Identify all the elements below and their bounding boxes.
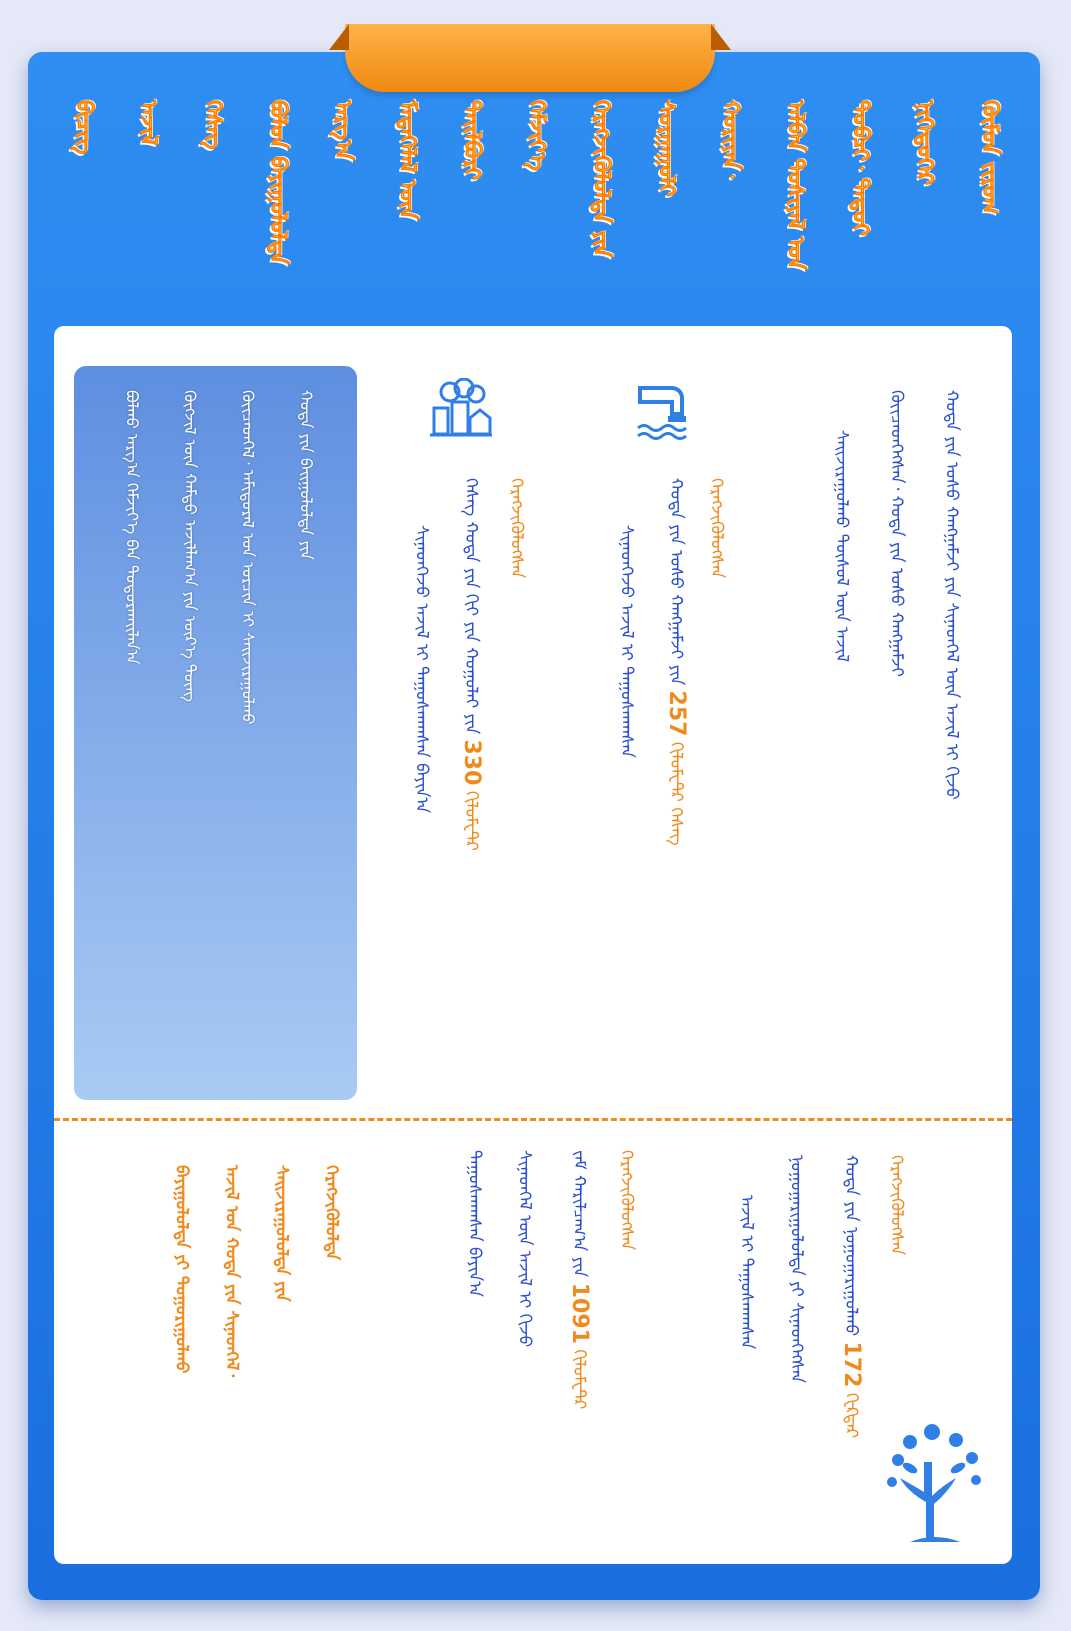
title-line: ᠲᠠᠢᠯᠪᠤᠷᠢ <box>459 100 485 181</box>
footer-line: ᠰᠠᠢᠵᠢᠷᠠᠭᠤᠯᠤᠯᠲᠠ ᠶᠢᠨ <box>271 1165 292 1302</box>
title-line: ᠪᠢᠴᠢᠭ <box>71 100 96 155</box>
title-line: ᠲᠣᠪᠴᠢ᠂ ᠲᠡᠳᠦᠶ <box>847 100 873 236</box>
road-line-3: ᠰᠢᠨᠡᠳᠬᠡᠯ ᠦᠨ ᠠᠵᠢᠯ ᠢ ᠬᠢᠵᠦ <box>514 1150 535 1348</box>
summary-line: ᠬᠣᠲᠠ ᠶᠢᠨ ᠪᠠᠢᠭᠤᠯᠤᠯᠲᠠ ᠶᠢᠨ <box>296 390 316 560</box>
summary-line: ᠬᠥᠭᠵᠢᠯ ᠦᠨ ᠬᠠᠮᠲᠤ ᠠᠵᠢᠯᠯᠠᠭ᠎ᠠ ᠶᠢᠨ ᠦᠷ᠎ᠡ ᠳᠦᠩ <box>180 390 200 702</box>
water-line-2-a: ᠬᠣᠲᠠ ᠶᠢᠨ ᠤᠰᠤ ᠬᠠᠩᠭᠠᠮᠵᠢ ᠶᠢᠨ <box>665 478 686 686</box>
water-pipe-icon <box>632 382 692 446</box>
title-line: ᠠᠷᠭ᠎ᠠ <box>329 100 355 161</box>
title-line: ᠬᠦᠮᠦᠨ ᠵᠢᠷᠤᠭ <box>976 100 1002 215</box>
gas-line-3: ᠰᠢᠨᠡᠳᠬᠡᠵᠦ ᠠᠵᠢᠯ ᠢ ᠳᠠᠭᠤᠰᠭᠠᠭᠰᠠᠨ ᠪᠠᠶᠢᠨ᠎ᠠ <box>411 525 432 814</box>
footer-line: ᠪᠠᠶᠢᠭᠤᠯᠤᠯᠲᠠ ᠶᠢ ᠲᠣᠭᠤᠷᠢᠭᠤᠯᠬᠤ <box>171 1165 192 1374</box>
title-line: ᠠᠵᠢᠯ <box>135 100 161 146</box>
road-line-2-b: ᠬᠢᠯᠣᠮᠧᠲᠷ <box>568 1349 589 1410</box>
gas-line-1: ᠬᠡᠷᠡᠭᠵᠢᠭᠦᠯᠦᠭᠰᠡᠨ <box>506 478 527 579</box>
road-line-1: ᠬᠡᠷᠡᠭᠵᠢᠭᠦᠯᠦᠭᠰᠡᠨ <box>616 1150 637 1251</box>
footer-line: ᠬᠡᠷᠡᠭᠵᠢᠭᠦᠯᠦᠯᠲᠡ <box>321 1165 342 1261</box>
gas-line-2-a: ᠬᠡᠰᠡᠭ ᠬᠣᠲᠠ ᠶᠢᠨ ᠬᠢᠶ ᠶᠢᠨ ᠬᠣᠭᠣᠯᠠᠢ ᠶᠢᠨ <box>460 478 481 735</box>
header-tab <box>345 24 715 92</box>
green-line-2-b: ᠭᠧᠺᠲᠠᠷ <box>840 1392 861 1439</box>
green-number: 172 <box>838 1341 864 1388</box>
footer-line: ᠠᠵᠢᠯ ᠤᠨ ᠬᠣᠲᠠ ᠶᠢᠨ ᠰᠢᠨᠡᠳᠬᠡᠯ᠂ <box>221 1165 242 1378</box>
title-line: ᠪᠣᠯᠤᠨ ᠪᠠᠶᠢᠭᠤᠯᠤᠯᠲᠠ <box>265 100 291 265</box>
gas-number: 330 <box>458 739 484 786</box>
water-intro-3: ᠰᠠᠢᠵᠢᠷᠠᠭᠤᠯᠬᠤ ᠲᠥᠰᠦᠯ ᠦᠨ ᠠᠵᠢᠯ <box>831 430 852 663</box>
green-line-3: ᠨᠣᠭᠣᠭᠠᠷᠢᠭᠤᠯᠤᠯᠲᠠ ᠶᠢ ᠰᠢᠨᠡᠳᠬᠡᠭᠰᠡᠨ <box>786 1155 807 1384</box>
water-line-3: ᠰᠢᠨᠡᠳᠬᠡᠵᠦ ᠠᠵᠢᠯ ᠢ ᠳᠠᠭᠤᠰᠭᠠᠭᠰᠠᠨ <box>616 525 637 758</box>
title-line: ᠬᠡᠷᠡᠭᠵᠢᠭᠦᠯᠦᠯᠲᠡ ᠶᠢᠨ <box>588 100 614 258</box>
road-line-4: ᠳᠠᠭᠤᠰᠭᠠᠭᠰᠠᠨ ᠪᠠᠶᠢᠨ᠎ᠠ <box>464 1150 485 1297</box>
gas-line-2-b: ᠬᠢᠯᠣᠮᠧᠲᠷ <box>460 790 481 851</box>
dashed-divider <box>54 1118 1012 1121</box>
tree-icon <box>880 1420 990 1549</box>
water-line-2 <box>655 478 697 1078</box>
title-line: ᠬᠣᠷᠢᠶᠠᠨ᠂ <box>718 100 744 179</box>
title-line: ᠬᠡᠮᠵᠢᠶ᠎ᠡ <box>523 100 549 171</box>
title-line: ᠮᠡᠳᠡᠭᠡᠯᠡᠯ ᠦᠨ <box>394 100 420 220</box>
water-line-1: ᠬᠡᠷᠡᠭᠵᠢᠭᠦᠯᠦᠭᠰᠡᠨ <box>706 478 727 579</box>
green-line-4: ᠠᠵᠢᠯ ᠢ ᠳᠠᠭᠤᠰᠭᠠᠭᠰᠠᠨ <box>736 1195 757 1350</box>
summary-line: ᠭᠦᠢᠴᠡᠳᠭᠡᠯ᠂ ᠠᠮᠢᠳᠤᠷᠠᠯ ᠤᠨ ᠣᠷᠴᠢᠨ ᠢ ᠰᠠᠢᠵᠢᠷᠠᠭᠤᠯᠬᠤ <box>238 390 258 725</box>
gas-line-2 <box>450 478 492 1078</box>
title-line: ᠠᠯᠪᠠᠨ ᠲᠤᠰᠢᠶᠠᠯ ᠤᠨ <box>782 100 808 270</box>
water-intro-2: ᠭᠦᠢᠴᠡᠳᠬᠡᠭᠰᠡᠨ᠂ ᠬᠣᠲᠠ ᠶᠢᠨ ᠤᠰᠤ ᠬᠠᠩᠭᠠᠮᠵᠢ <box>886 390 907 677</box>
page-title <box>72 100 1000 330</box>
title-line: ᠰᠤᠷᠭᠠᠭᠤᠯᠢ <box>653 100 679 197</box>
green-line-2 <box>830 1155 872 1545</box>
water-number: 257 <box>663 690 689 737</box>
road-number: 1091 <box>566 1282 592 1344</box>
summary-line: ᠪᠣᠯᠬᠤ ᠠᠷᠭ᠎ᠠ ᠬᠡᠮᠵᠢᠶ᠎ᠡ ᠪᠡᠨ ᠲᠣᠳᠣᠷᠬᠠᠢᠯᠠᠨ᠎ᠠ <box>122 390 142 665</box>
water-intro: ᠬᠣᠲᠠ ᠶᠢᠨ ᠤᠰᠤ ᠬᠠᠩᠭᠠᠮᠵᠢ ᠶᠢᠨ ᠰᠢᠨᠡᠳᠬᠡᠯ ᠦᠨ ᠠᠵᠢᠯ ᠢ ᠬᠢᠵᠦ <box>941 390 962 800</box>
title-line: ᠨᠢᠭᠡᠳᠦᠭᠡᠷ <box>912 100 938 186</box>
title-line: ᠬᠡᠰᠡᠭ <box>200 100 226 150</box>
water-line-2-b: ᠬᠢᠯᠣᠮᠧᠲᠷ ᠬᠡᠰᠡᠭ <box>665 741 686 846</box>
road-line-2-a: ᠵᠠᠮ ᠬᠠᠷᠢᠯᠴᠠᠭ᠎ᠠ ᠶᠢᠨ <box>568 1150 589 1278</box>
city-building-icon <box>428 378 494 442</box>
green-line-2-a: ᠬᠣᠲᠠ ᠶᠢᠨ ᠨᠣᠭᠣᠭᠠᠷᠢᠭᠤᠯᠬᠤ <box>840 1155 861 1337</box>
green-line-1: ᠬᠡᠷᠡᠭᠵᠢᠭᠦᠯᠦᠭᠰᠡᠨ <box>886 1155 907 1256</box>
road-line-2 <box>558 1150 600 1550</box>
